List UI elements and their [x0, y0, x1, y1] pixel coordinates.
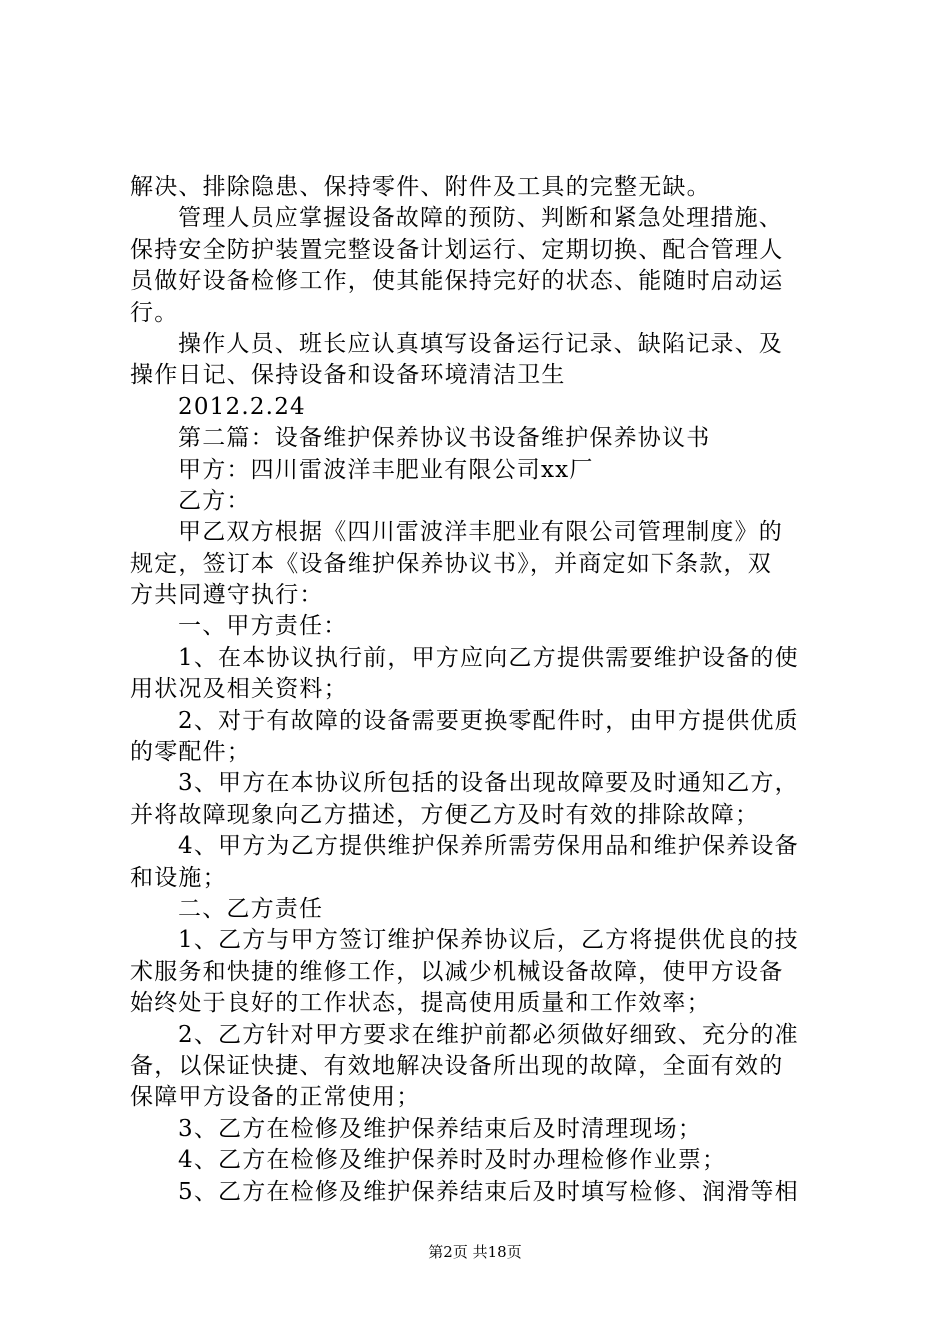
text-line: 5、乙方在检修及维护保养结束后及时填写检修、润滑等相 — [178, 1178, 799, 1205]
text-line: 解决、排除隐患、保持零件、附件及工具的完整无缺。 — [130, 174, 711, 200]
text-line: 用状况及相关资料； — [130, 676, 348, 703]
text-line: 的零配件； — [130, 739, 251, 766]
text-line: 4、甲方为乙方提供维护保养所需劳保用品和维护保养设备 — [178, 833, 799, 860]
text-line: 1、在本协议执行前，甲方应向乙方提供需要维护设备的使 — [178, 644, 799, 671]
document-body — [130, 172, 830, 1208]
text-line: 乙方： — [178, 487, 251, 514]
text-line: 保障甲方设备的正常使用； — [130, 1084, 421, 1111]
text-line: 管理人员应掌握设备故障的预防、判断和紧急处理措施、 — [178, 205, 783, 232]
text-line: 一、甲方责任： — [178, 613, 348, 640]
text-line: 2、对于有故障的设备需要更换零配件时，由甲方提供优质 — [178, 707, 799, 734]
text-line: 方共同遵守执行： — [130, 582, 324, 609]
text-line: 4、乙方在检修及维护保养时及时办理检修作业票； — [178, 1147, 727, 1174]
text-line: 术服务和快捷的维修工作，以减少机械设备故障，使甲方设备 — [130, 958, 784, 985]
text-line: 始终处于良好的工作状态，提高使用质量和工作效率； — [130, 990, 711, 1017]
text-line: 1、乙方与甲方签订维护保养协议后，乙方将提供优良的技 — [178, 927, 799, 954]
text-line: 3、甲方在本协议所包括的设备出现故障要及时通知乙方， — [178, 770, 799, 797]
text-line: 3、乙方在检修及维护保养结束后及时清理现场； — [178, 1115, 703, 1142]
text-line: 并将故障现象向乙方描述，方便乙方及时有效的排除故障； — [130, 801, 760, 828]
text-line: 甲方：四川雷波洋丰肥业有限公司xx厂 — [178, 456, 594, 483]
text-line: 备，以保证快捷、有效地解决设备所出现的故障，全面有效的 — [130, 1052, 784, 1079]
text-line: 2012.2.24 — [178, 393, 306, 420]
text-line: 行。 — [130, 299, 179, 326]
page-footer: 第2页 共18页 — [428, 1243, 522, 1261]
text-line: 操作人员、班长应认真填写设备运行记录、缺陷记录、及 — [178, 330, 783, 357]
text-line: 员做好设备检修工作，使其能保持完好的状态、能随时启动运 — [130, 268, 784, 295]
text-line: 二、乙方责任 — [178, 895, 324, 922]
text-line: 和设施； — [130, 864, 227, 891]
text-line: 规定，签订本《设备维护保养协议书》，并商定如下条款，双 — [130, 550, 772, 577]
text-line: 甲乙双方根据《四川雷波洋丰肥业有限公司管理制度》的 — [178, 519, 783, 546]
text-line: 2、乙方针对甲方要求在维护前都必须做好细致、充分的准 — [178, 1021, 799, 1048]
text-line: 保持安全防护装置完整设备计划运行、定期切换、配合管理人 — [130, 236, 784, 263]
text-line: 第二篇：设备维护保养协议书设备维护保养协议书 — [178, 425, 711, 452]
text-line: 操作日记、保持设备和设备环境清洁卫生 — [130, 362, 566, 389]
